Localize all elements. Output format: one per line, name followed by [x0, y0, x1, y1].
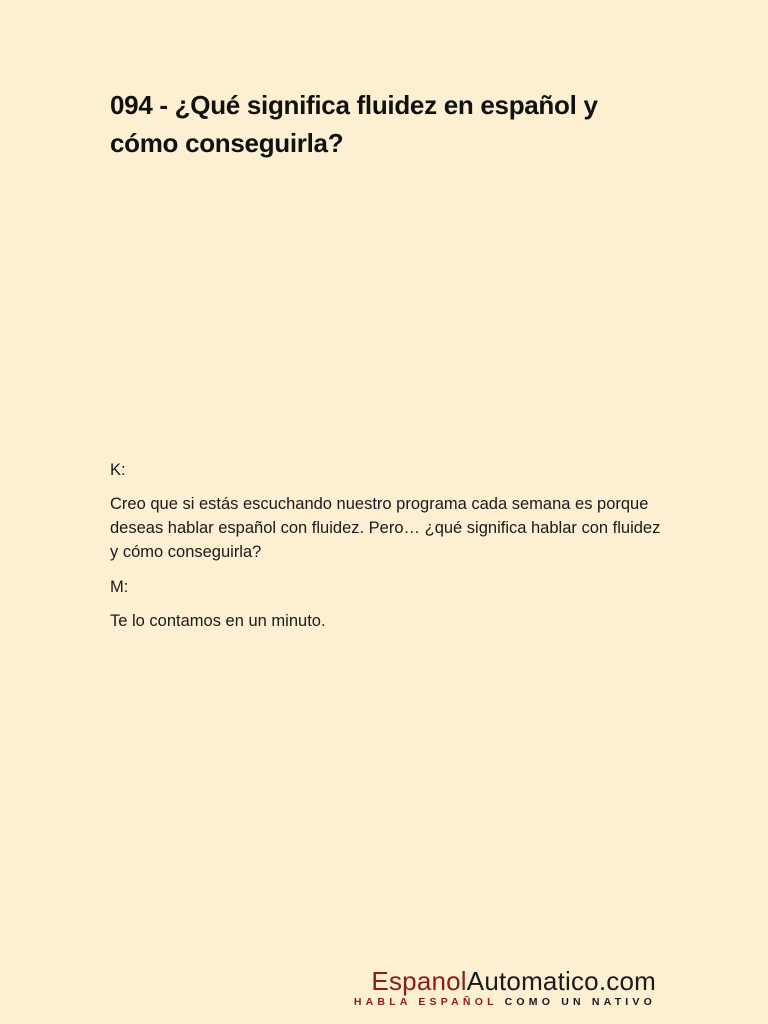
- footer-logo: [354, 966, 656, 1008]
- page-title: 094 - ¿Qué significa fluidez en español y cómo conseguirla?: [110, 90, 598, 158]
- dialogue-body: [110, 458, 670, 644]
- dialogue-paragraph: Creo que si estás escuchando nuestro programa cada semana es porque deseas hablar español con fluidez. Pero… ¿qué significa hablar con fluidez y cómo conseguirla?: [110, 495, 661, 561]
- speaker-label-k: K:: [110, 461, 126, 479]
- logo-wordmark: [354, 966, 656, 996]
- dialogue-paragraph: Te lo contamos en un minuto.: [110, 612, 326, 630]
- tagline-como-un-nativo: COMO UN NATIVO: [504, 996, 656, 1008]
- speaker-label-m: M:: [110, 578, 129, 596]
- tagline-habla-espanol: HABLA ESPAÑOL: [353, 996, 498, 1008]
- logo-wordmark-espanol: Espanol: [371, 966, 467, 996]
- logo-wordmark-automatico: Automatico.com: [466, 966, 656, 996]
- logo-tagline: [354, 996, 656, 1008]
